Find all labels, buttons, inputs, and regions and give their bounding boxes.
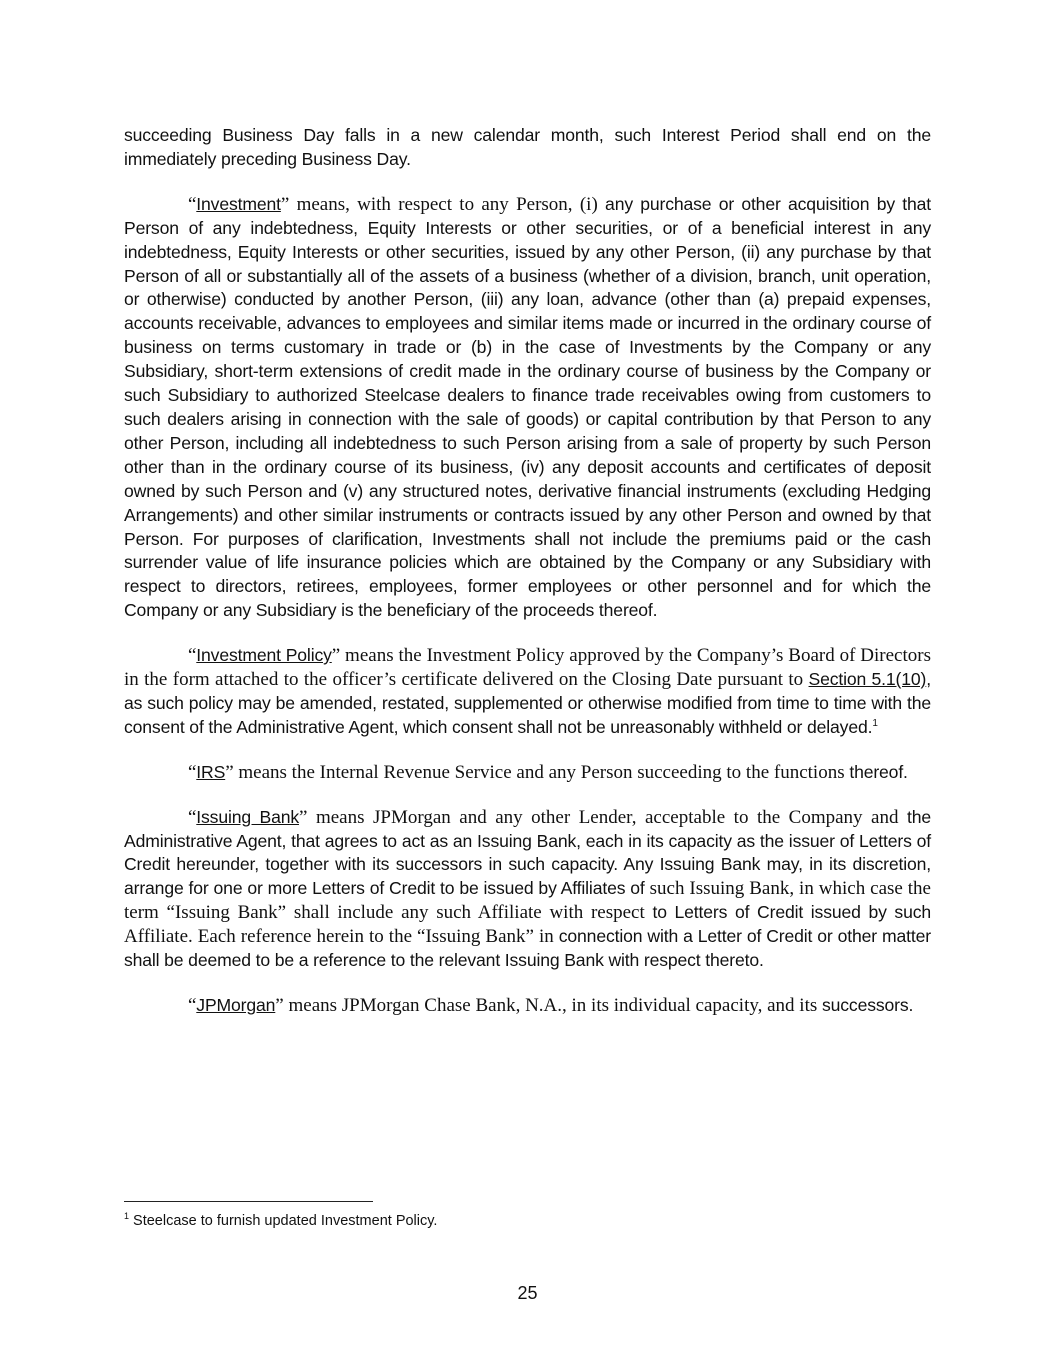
definition-body: successors.	[817, 995, 914, 1015]
definition-investment	[124, 193, 931, 623]
document-body	[124, 124, 931, 1039]
defined-term-jpmorgan: JPMorgan	[196, 995, 276, 1015]
definition-body: , as such policy may be amended, restated, supplemented or otherwise modified from time to time with the consent of the Administrative Agent, which consent shall not be unreasonably withheld or delayed.	[124, 669, 931, 737]
definition-body-part-b: to Letters of Credit issued by such	[644, 902, 931, 923]
definition-body: thereof.	[844, 761, 908, 782]
footnote	[124, 1211, 931, 1231]
footnote-mark: 1	[124, 1211, 130, 1221]
defined-term-investment-policy: Investment Policy	[196, 645, 332, 666]
definition-jpmorgan	[124, 994, 931, 1018]
section-reference-link[interactable]: Section 5.1(10)	[808, 669, 927, 690]
footnote-text: Steelcase to furnish updated Investment Policy.	[129, 1213, 438, 1229]
definition-lead: ” means the Investment Policy approved by the Company’s Board of Directors in the form attached to the officer’s certificate delivered on the Closing Date pursuant to	[124, 645, 931, 691]
definition-body-part-c: connection with a Letter of Credit or other matter shall be deemed to be a reference to the relevant Issuing Bank with respect thereto.	[124, 926, 931, 971]
definition-irs	[124, 761, 931, 785]
page-number: 25	[517, 1283, 538, 1303]
definition-lead: ” means JPMorgan and any other Lender, acceptable to the Company and	[299, 806, 899, 828]
definition-investment-policy	[124, 644, 931, 740]
footnote-separator	[124, 1201, 373, 1202]
open-quote: “	[188, 761, 197, 783]
defined-term-irs: IRS	[196, 761, 226, 782]
open-quote: “	[188, 193, 197, 215]
open-quote: “	[188, 645, 197, 667]
definition-body-serif-tail: Affiliate. Each reference herein to the “Issuing Bank” in	[124, 926, 554, 948]
defined-term-investment: Investment	[196, 193, 281, 214]
definition-body-serif-mid: such Issuing Bank, in which case the term “Issuing Bank” shall include any such Affiliate with respect	[124, 878, 931, 924]
open-quote: “	[188, 806, 197, 828]
footnote-reference[interactable]: 1	[872, 717, 878, 729]
definition-lead: ” means the Internal Revenue Service and any Person succeeding to the functions	[225, 761, 845, 783]
defined-term-issuing-bank: Issuing Bank	[196, 806, 299, 827]
definition-issuing-bank	[124, 806, 931, 973]
paragraph-text: succeeding Business Day falls in a new calendar month, such Interest Period shall end on the immediately preceding Business Day.	[124, 125, 931, 169]
definition-lead: ” means JPMorgan Chase Bank, N.A., in its individual capacity, and its	[275, 995, 818, 1016]
open-quote: “	[188, 995, 197, 1016]
paragraph-continuation	[124, 124, 931, 172]
definition-lead: ” means, with respect to any Person, (i)	[280, 193, 598, 215]
definition-body: any purchase or other acquisition by that Person of any indebtedness, Equity Interests or other securities, or of a beneficial interest in any indebtedness, Equity Interests or other securities, issued by any other Person, (ii) any purchase by that Person of all or substantially all of the assets of a business (whether of a division, branch, unit operation, or otherwise) conducted by another Person, (iii) any loan, advance (other than (a) prepaid expenses, accounts receivable, advances to employees and similar items made or incurred in the ordinary course of business on terms customary in trade or (b) in the case of Investments by the Company or any Subsidiary, short-term extensions of credit made in the ordinary course of business by the Company or such Subsidiary to authorized Steelcase dealers to finance trade receivables owing from customers to such dealers arising in connection with the sale of goods) or capital contribution by that Person to any other Person, including all indebtedness to such Person arising from a sale of property by such Person other than in the ordinary course of its business, (iv) any deposit accounts and certificates of deposit owned by such Person and (v) any structured notes, derivative financial instruments (excluding Hedging Arrangements) and other similar instruments or contracts issued by any other Person and owned by that Person. For purposes of clarification, Investments shall not include the premiums paid or the cash surrender value of life insurance policies which are obtained by the Company or any Subsidiary with respect to directors, retirees, employees, former employees or other personnel and for which the Company or any Subsidiary is the beneficiary of the proceeds thereof.	[124, 193, 931, 621]
definition-body-part-a: the Administrative Agent, that agrees to act as an Issuing Bank, each in its capacity as the issuer of Letters of Credit hereunder, together with its successors in such capacity. Any Issuing Bank may, in its discretion, arrange for one or more Letters of Credit to be issued by Affiliates of	[124, 806, 932, 899]
